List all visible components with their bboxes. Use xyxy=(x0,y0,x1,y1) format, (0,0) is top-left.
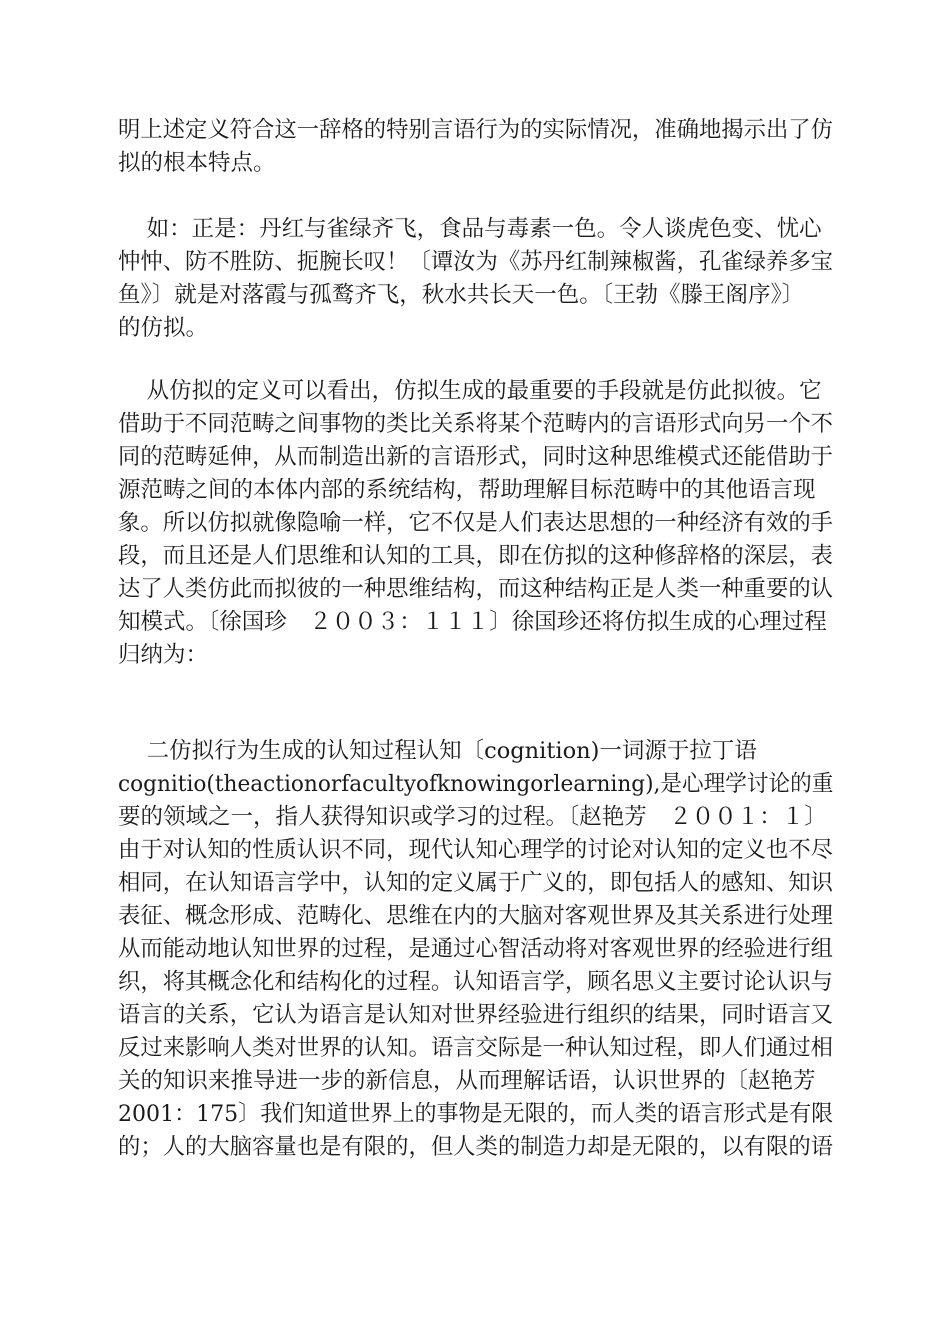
text-line: cognitio(theactionorfacultyofknowingorlearning),是心理学讨论的重 xyxy=(118,771,834,797)
paragraph-4 xyxy=(118,735,833,1164)
paragraph-3 xyxy=(118,375,833,672)
text-line: 表征、概念形成、范畴化、思维在内的大脑对客观世界及其关系进行处理 xyxy=(118,903,834,929)
text-line: 源范畴之间的本体内部的系统结构，帮助理解目标范畴中的其他语言现 xyxy=(118,477,816,503)
text-line: 关的知识来推导进一步的新信息，从而理解话语，认识世界的〔赵艳芳 xyxy=(118,1068,816,1094)
text-line: 达了人类仿此而拟彼的一种思维结构，而这种结构正是人类一种重要的认 xyxy=(118,576,834,602)
text-line: 明上述定义符合这一辞格的特别言语行为的实际情况，准确地揭示出了仿 xyxy=(118,117,834,143)
text-line: 反过来影响人类对世界的认知。语言交际是一种认知过程，即人们通过相 xyxy=(118,1035,834,1061)
text-line: 忡忡、防不胜防、扼腕长叹！〔谭汝为《苏丹红制辣椒酱，孔雀绿养多宝 xyxy=(118,249,834,275)
text-line: 织，将其概念化和结构化的过程。认知语言学，顾名思义主要讨论认识与 xyxy=(118,969,834,995)
text-line: 鱼》〕就是对落霞与孤鹜齐飞，秋水共长天一色。〔王勃《滕王阁序》〕 xyxy=(118,282,805,308)
text-line: 知模式。〔徐国珍 ２００３：１１１〕徐国珍还将仿拟生成的心理过程 xyxy=(118,609,827,635)
text-line: 的仿拟。 xyxy=(118,315,209,341)
text-line: 如：正是：丹红与雀绿齐飞，食品与毒素一色。令人谈虎色变、忧心 xyxy=(118,216,822,242)
text-line: 象。所以仿拟就像隐喻一样，它不仅是人们表达思想的一种经济有效的手 xyxy=(118,510,834,536)
text-line: 拟的根本特点。 xyxy=(118,150,276,176)
text-line: 从仿拟的定义可以看出，仿拟生成的最重要的手段就是仿此拟彼。它 xyxy=(118,378,822,404)
text-line: 同的范畴延伸，从而制造出新的言语形式，同时这种思维模式还能借助于 xyxy=(118,444,834,470)
paragraph-2 xyxy=(118,213,833,345)
text-line: 相同，在认知语言学中，认知的定义属于广义的，即包括人的感知、知识 xyxy=(118,870,834,896)
text-line: 二仿拟行为生成的认知过程认知〔cognition)一词源于拉丁语 xyxy=(118,738,757,764)
text-line: 要的领域之一，指人获得知识或学习的过程。〔赵艳芳 ２００１：１〕 xyxy=(118,804,827,830)
paragraph-1 xyxy=(118,114,833,180)
text-line: 的；人的大脑容量也是有限的，但人类的制造力却是无限的，以有限的语 xyxy=(118,1134,834,1160)
text-line: 由于对认知的性质认识不同，现代认知心理学的讨论对认知的定义也不尽 xyxy=(118,837,834,863)
text-line: 从而能动地认知世界的过程，是通过心智活动将对客观世界的经验进行组 xyxy=(118,936,834,962)
text-line: 2001：175〕我们知道世界上的事物是无限的，而人类的语言形式是有限 xyxy=(118,1101,834,1127)
text-line: 归纳为： xyxy=(118,642,209,668)
text-line: 语言的关系，它认为语言是认知对世界经验进行组织的结果，同时语言又 xyxy=(118,1002,834,1028)
text-line: 借助于不同范畴之间事物的类比关系将某个范畴内的言语形式向另一个不 xyxy=(118,411,834,437)
text-line: 段，而且还是人们思维和认知的工具，即在仿拟的这种修辞格的深层，表 xyxy=(118,543,834,569)
